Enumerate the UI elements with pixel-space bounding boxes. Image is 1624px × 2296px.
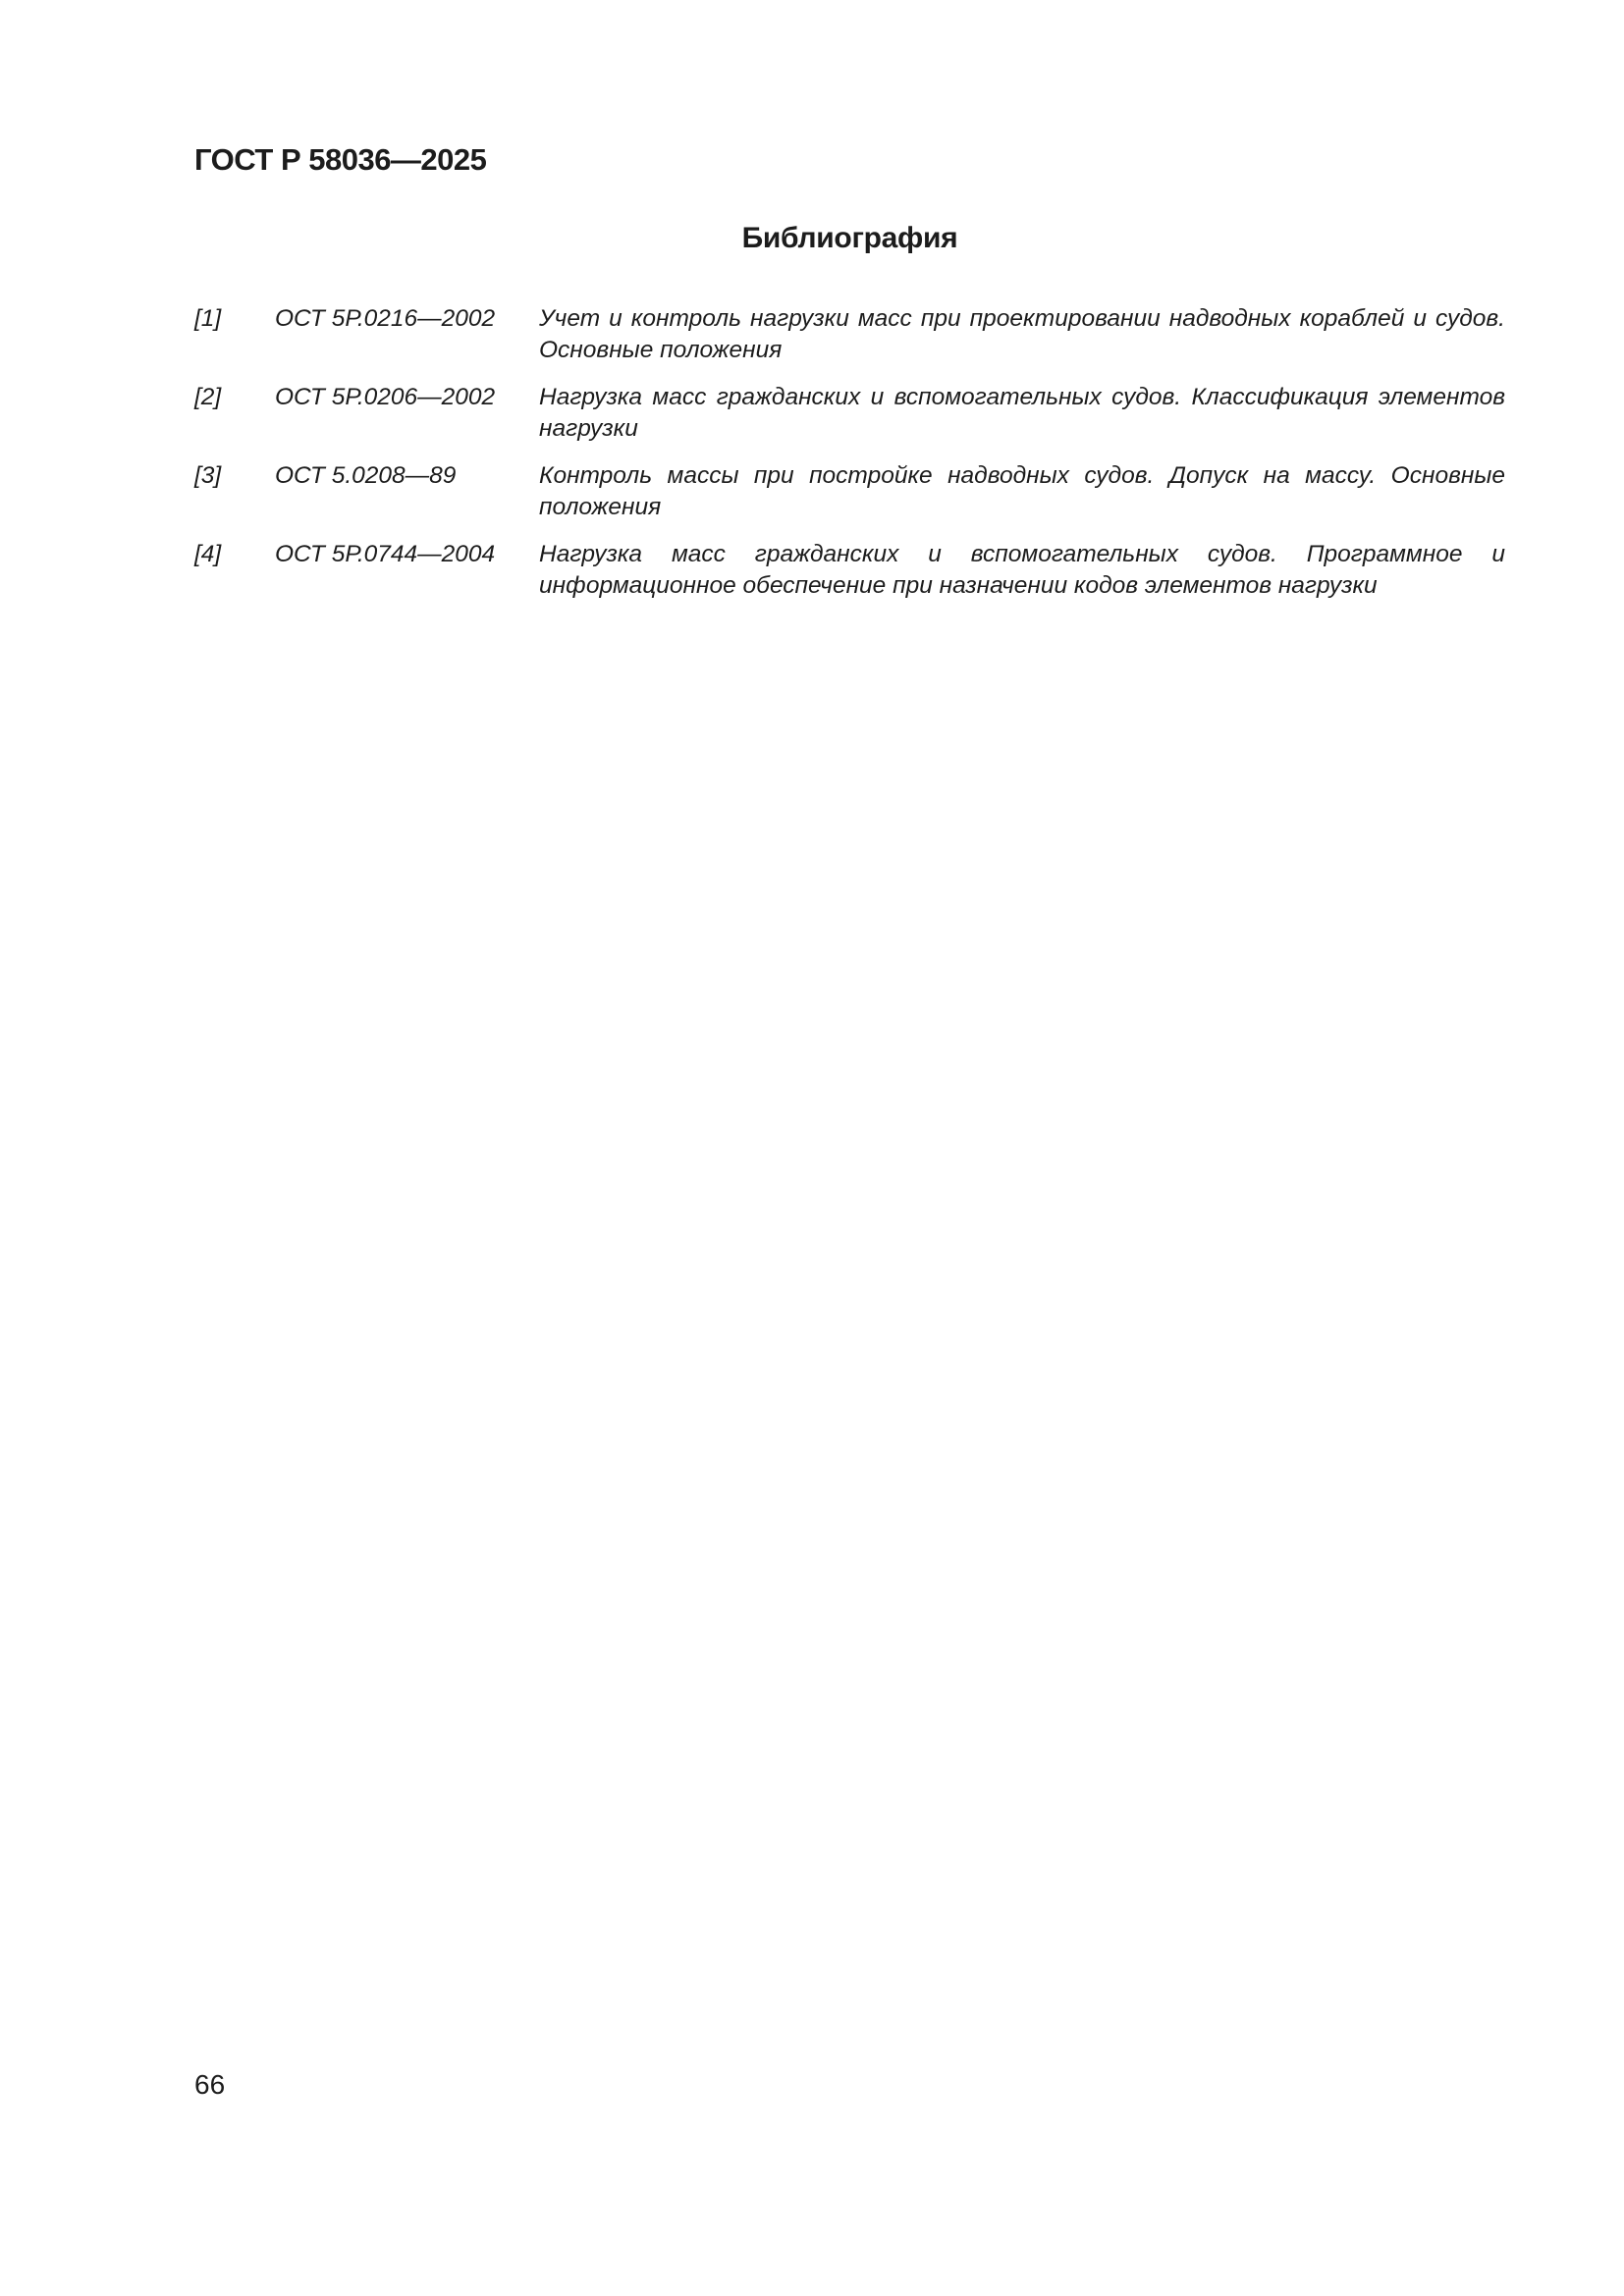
reference-description: Контроль массы при постройке надводных судов. Допуск на массу. Основные положения [539, 462, 1505, 520]
page-title: Библиография [741, 222, 958, 254]
page-number: 66 [194, 2069, 226, 2100]
reference-description: Учет и контроль нагрузки масс при проектировании надводных кораблей и судов. Основные положения [539, 305, 1505, 363]
reference-code: ОСТ 5Р.0216—2002 [275, 305, 496, 332]
reference-description: Нагрузка масс гражданских и вспомогательных судов. Программное и информационное обеспечение при назначении кодов элементов нагрузки [539, 541, 1505, 599]
reference-code: ОСТ 5Р.0206—2002 [275, 384, 496, 410]
reference-code: ОСТ 5.0208—89 [275, 462, 457, 489]
bibliography-entry [194, 460, 1505, 523]
reference-code: ОСТ 5Р.0744—2004 [275, 541, 496, 567]
reference-description: Нагрузка масс гражданских и вспомогательных судов. Классификация элементов нагрузки [539, 384, 1505, 442]
bibliography-entry [194, 539, 1505, 602]
document-header: ГОСТ Р 58036—2025 [194, 142, 487, 177]
reference-number: [2] [194, 384, 222, 410]
reference-number: [1] [194, 305, 222, 332]
reference-number: [3] [194, 462, 222, 489]
bibliography-entry [194, 382, 1505, 445]
reference-number: [4] [194, 541, 222, 567]
bibliography-entry [194, 303, 1505, 366]
bibliography-list [194, 303, 1505, 617]
